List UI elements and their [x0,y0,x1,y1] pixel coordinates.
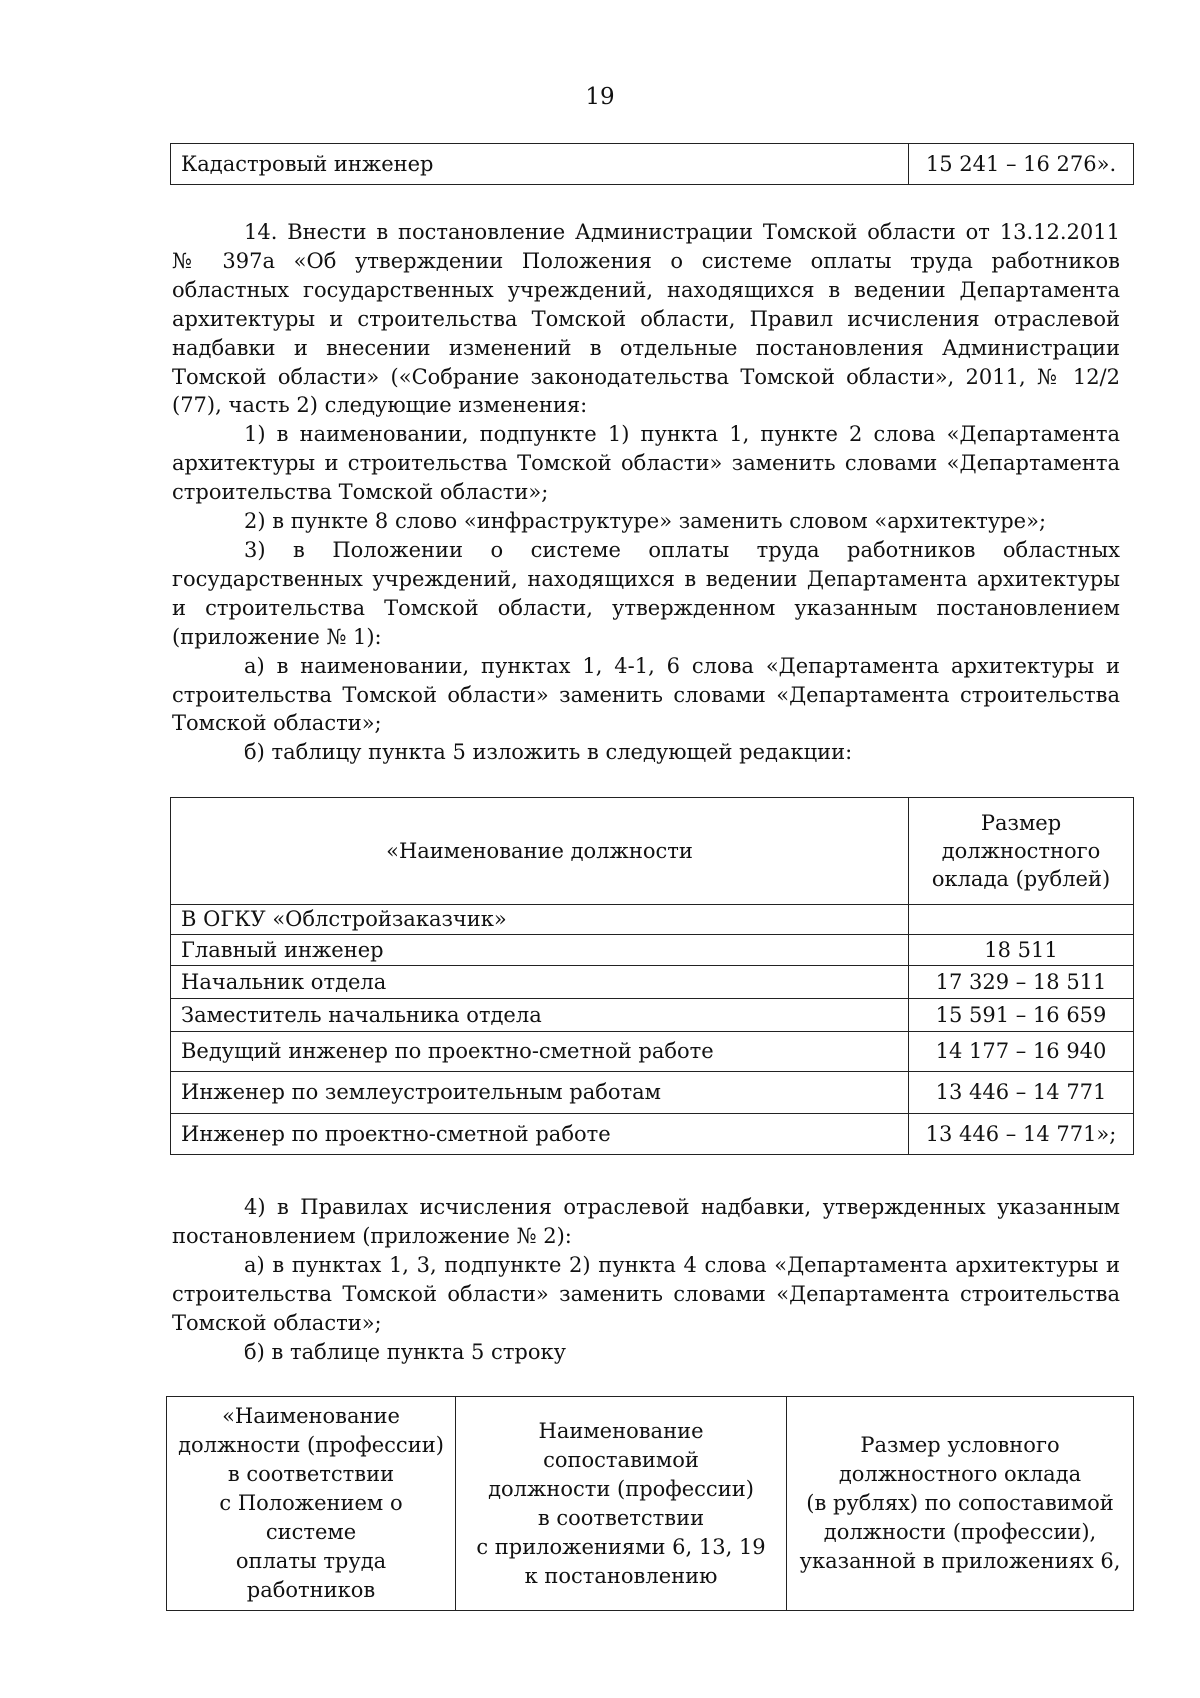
paragraph: а) в пунктах 1, 3, подпункте 2) пункта 4 слова «Департамента архитектуры и строительства Томской области» заменить словами «Департамента строительства Томской области»; [172,1252,1120,1335]
header-line: «Наименование [222,1404,400,1428]
paragraph: б) в таблице пункта 5 строку [244,1339,567,1364]
position-name-cell: Инженер по землеустроительным работам [171,1072,909,1114]
position-name-cell: Начальник отдела [171,966,909,999]
header-line: оклада (рублей) [931,867,1111,891]
salary-range-cell: 15 241 – 16 276». [909,144,1134,185]
header-salary-size [909,798,1134,905]
header-line: с приложениями 6, 13, 19 [476,1534,766,1559]
salary-value-cell: 13 446 – 14 771 [909,1072,1134,1114]
position-name-cell: Главный инженер [171,935,909,966]
header-line: в соответствии [537,1505,705,1530]
paragraph: 14. Внести в постановление Администрации Томской области от 13.12.2011 № 397а «Об утверждении Положения о системе оплаты труда работников областных государственных учреждений, находящихся в ведении Департамента архитектуры и строительства Томской области, Правил исчисления отраслевой надбавки и внесении изменений в отдельные постановления Администрации Томской области» («Собрание законодательства Томской области», 2011, № 12/2 (77), часть 2) следующие изменения: [172,220,1120,418]
paragraph: а) в наименовании, пунктах 1, 4-1, 6 слова «Департамента архитектуры и строительства Томской области» заменить словами «Департамента строительства Томской области»; [172,653,1120,736]
header-position-per-regulation [167,1397,456,1611]
header-line: указанной в приложениях 6, [799,1549,1121,1573]
header-line: должности (профессии), [823,1520,1097,1544]
header-comparable-position [456,1397,787,1611]
position-name-cell: Инженер по проектно-сметной работе [171,1114,909,1155]
header-line: должностного оклада [838,1462,1082,1486]
salary-value-cell: 14 177 – 16 940 [909,1032,1134,1072]
position-salary-table-top [170,143,1134,185]
header-position-name: «Наименование должности [171,798,909,905]
header-line: должностного [941,839,1101,863]
salary-value-cell: 15 591 – 16 659 [909,999,1134,1032]
header-line: должности (профессии) [178,1433,444,1457]
table-row [171,1114,1134,1155]
header-line: оплаты труда работников [235,1549,387,1602]
salary-value-cell: 18 511 [909,935,1134,966]
position-name-cell: Заместитель начальника отдела [171,999,909,1032]
header-conditional-salary [787,1397,1134,1611]
header-line: должности (профессии) [488,1476,754,1501]
header-line: Размер [980,811,1062,835]
paragraph: б) таблицу пункта 5 изложить в следующей редакции: [244,740,853,765]
table-row [171,905,1134,935]
position-name-cell: В ОГКУ «Облстройзаказчик» [171,905,909,935]
salary-table [170,797,1134,1155]
header-line: в соответствии [227,1462,395,1486]
header-line: с Положением о системе [219,1491,403,1544]
position-name-cell: Ведущий инженер по проектно-сметной работе [171,1032,909,1072]
table-row [171,966,1134,999]
industry-bonus-table [166,1396,1134,1611]
paragraph: 4) в Правилах исчисления отраслевой надбавки, утвержденных указанным постановлением (приложение № 2): [172,1195,1120,1248]
header-line: Наименование сопоставимой [538,1418,704,1472]
position-name-cell: Кадастровый инженер [171,144,909,185]
header-line: (в рублях) по сопоставимой [806,1491,1114,1515]
table-row [171,935,1134,966]
table-row [171,144,1134,185]
paragraph: 1) в наименовании, подпункте 1) пункта 1, пункте 2 слова «Департамента архитектуры и строительства Томской области» заменить словами «Департамента строительства Томской области»; [172,422,1120,505]
table-row [171,1032,1134,1072]
table-header-row [171,798,1134,905]
header-line: Размер условного [860,1433,1060,1457]
salary-value-cell [909,905,1134,935]
amendment-text-block-2 [172,1193,1120,1366]
table-row [171,1072,1134,1114]
salary-value-cell: 17 329 – 18 511 [909,966,1134,999]
table-row [171,999,1134,1032]
paragraph: 3) в Положении о системе оплаты труда работников областных государственных учреждений, находящихся в ведении Департамента архитектуры и строительства Томской области, утвержденном указанным постановлением (приложение № 1): [172,537,1120,649]
page-number: 19 [585,84,615,110]
header-line: к постановлению [524,1563,718,1588]
paragraph: 2) в пункте 8 слово «инфраструктуре» заменить словом «архитектуре»; [244,509,1047,534]
table-header-row [167,1397,1134,1611]
salary-value-cell: 13 446 – 14 771»; [909,1114,1134,1155]
amendment-text-block-1 [172,218,1120,767]
